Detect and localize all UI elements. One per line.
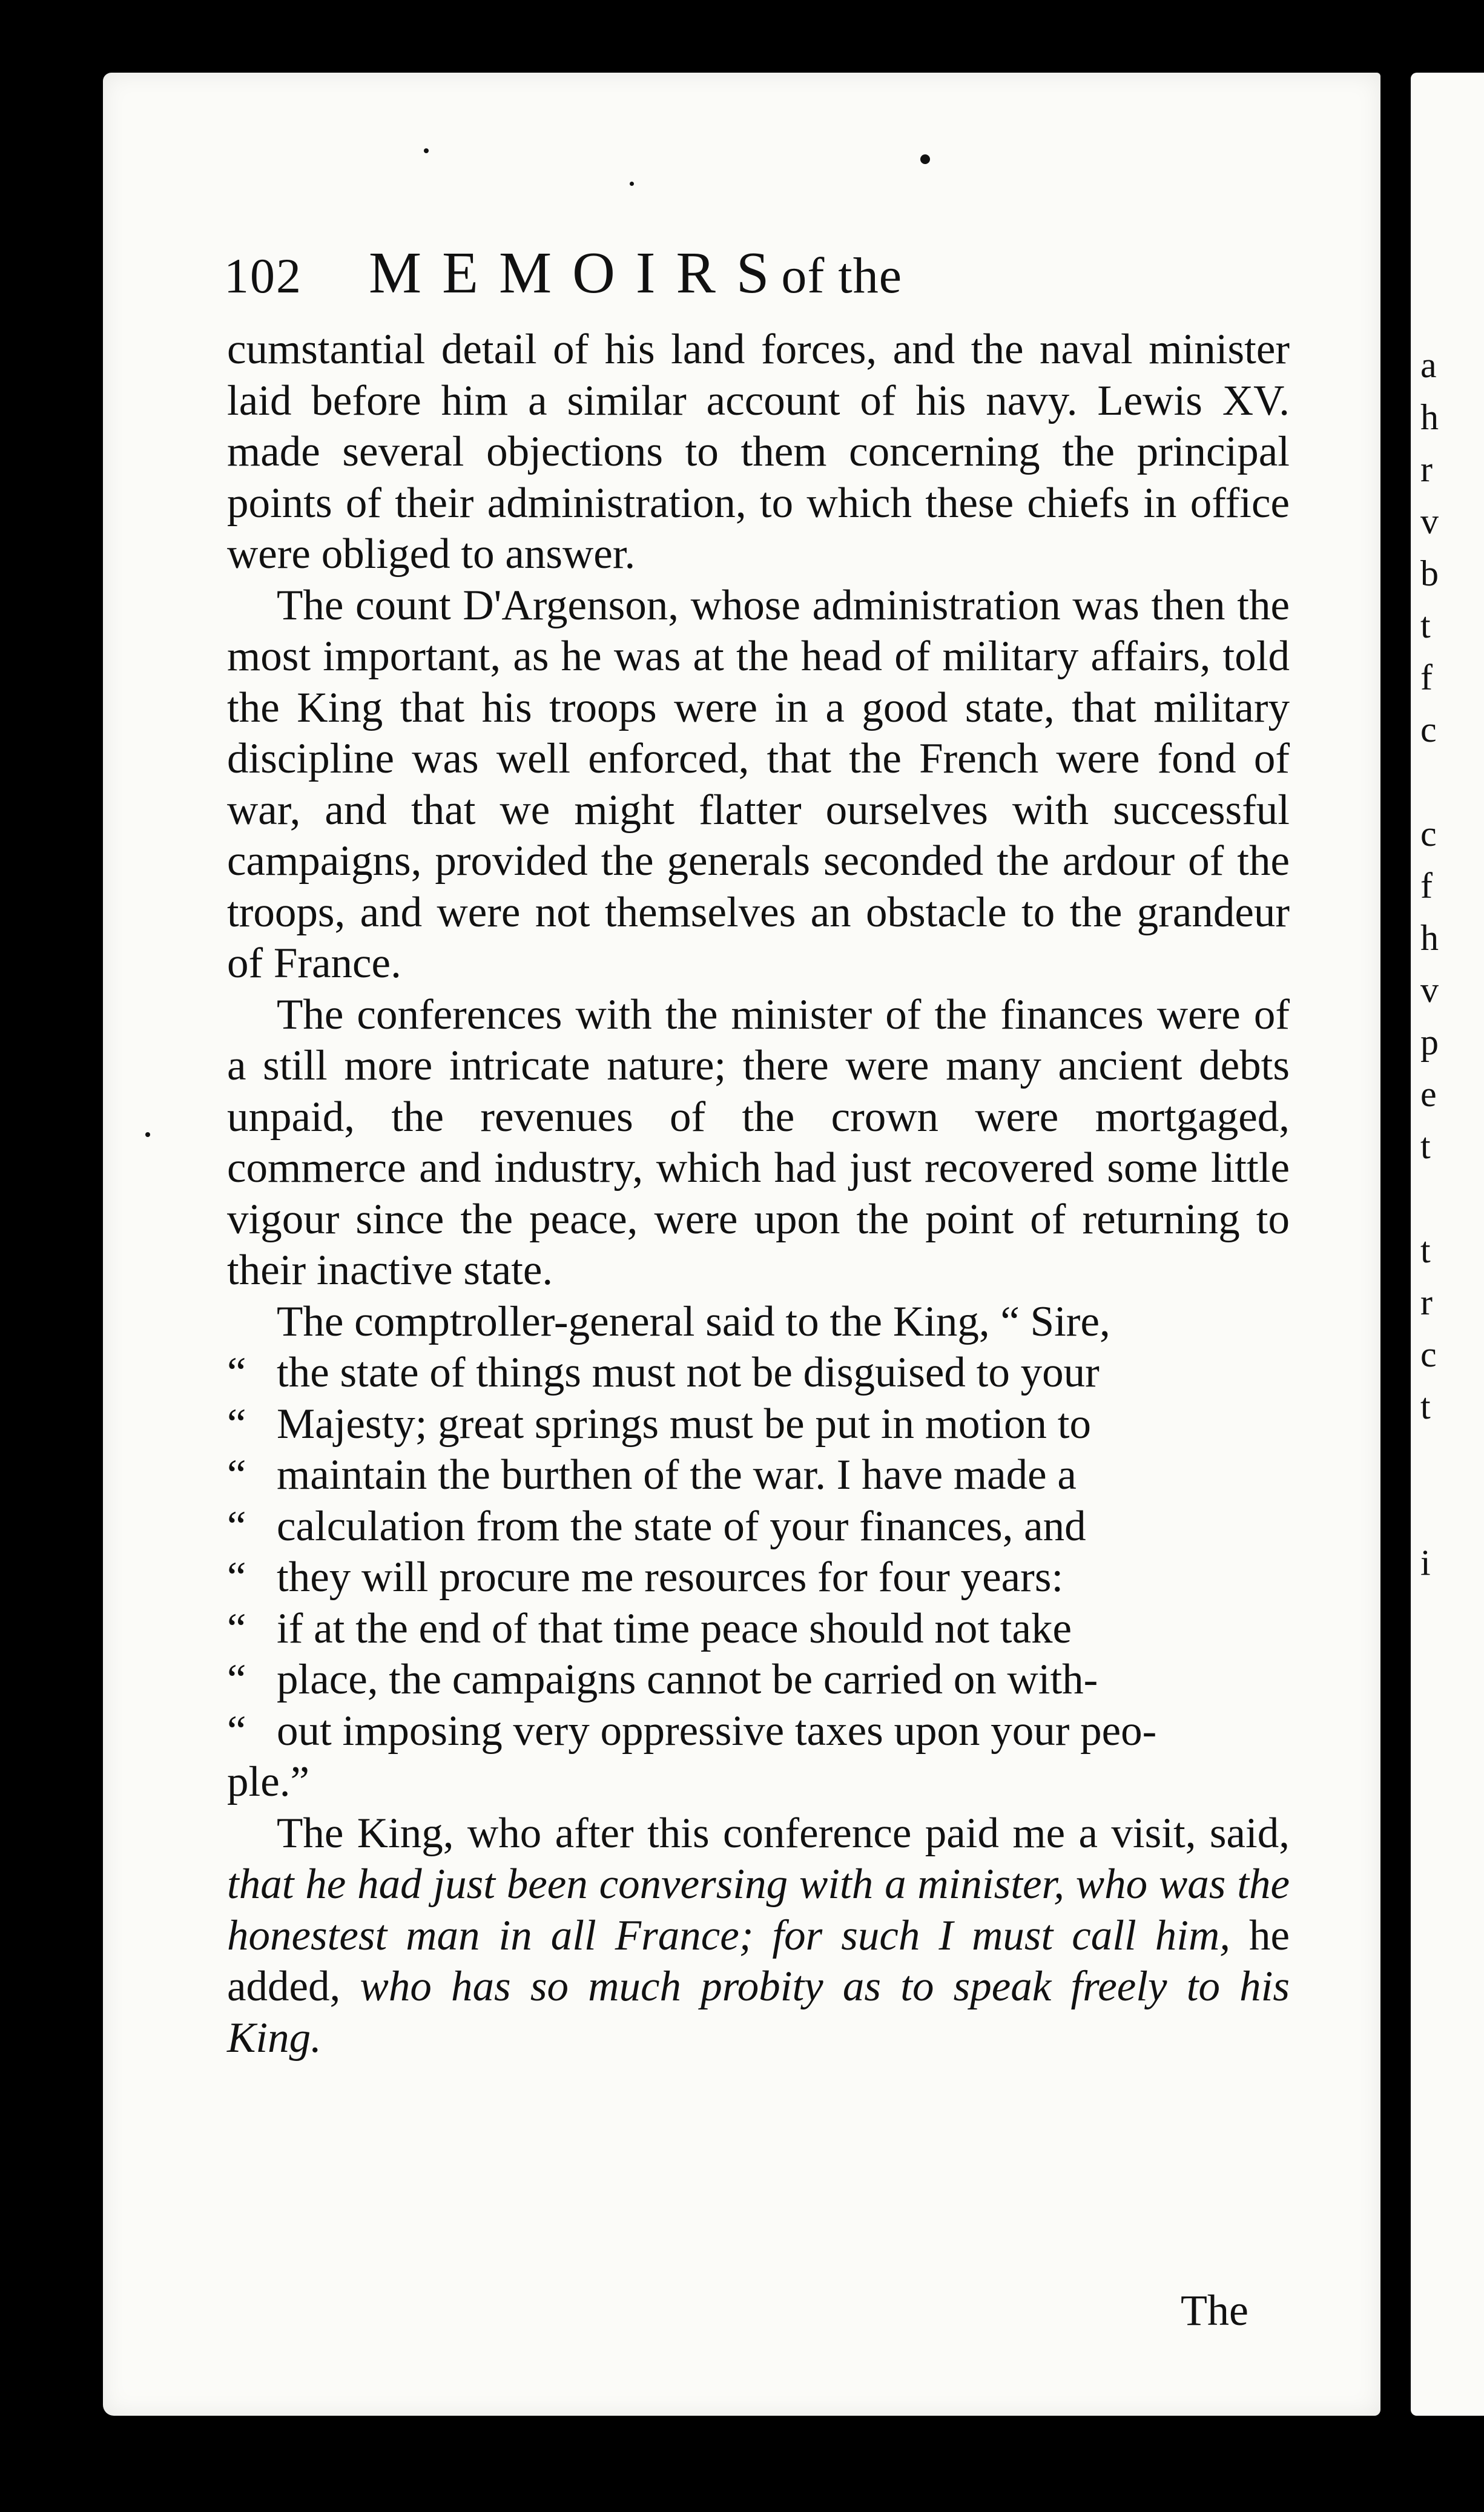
adjacent-page-letter: t (1420, 605, 1431, 645)
catchword: The (1181, 2286, 1248, 2335)
running-head (224, 239, 1302, 312)
quote-line (227, 1603, 1290, 1655)
paragraph-5-mid: he added, (227, 1911, 1290, 2010)
adjacent-page-letter: p (1420, 1022, 1439, 1062)
quote-mark: “ (227, 1349, 246, 1396)
quote-line (227, 1501, 1290, 1552)
quote-line-7: place, the campaigns cannot be carried on with- (277, 1656, 1098, 1703)
paragraph-4-intro (227, 1296, 1290, 1348)
adjacent-page-letter (1420, 1745, 1481, 1797)
adjacent-page-letter (1420, 1589, 1481, 1641)
adjacent-page-letter: c (1420, 1334, 1437, 1374)
quote-line (227, 1449, 1290, 1501)
paragraph-5 (227, 1808, 1290, 2064)
adjacent-page-letter: r (1420, 449, 1433, 489)
adjacent-page-letter: c (1420, 814, 1437, 854)
quote-line-1: the state of things must not be disguised to your (277, 1349, 1100, 1396)
adjacent-page-letter: f (1420, 658, 1433, 697)
adjacent-page-letter: a (1420, 345, 1437, 385)
adjacent-page-letter: t (1420, 1386, 1431, 1426)
body-text (227, 324, 1290, 2063)
adjacent-page-letter (1420, 1485, 1481, 1537)
quote-line (227, 1654, 1290, 1706)
adjacent-page-letter (1420, 1693, 1481, 1745)
paragraph-5-italic-2: who has so much probity as to speak freely to his King. (227, 1963, 1290, 2062)
ink-speck (630, 182, 634, 186)
quote-line (227, 1706, 1290, 1757)
quote-mark: “ (227, 1656, 246, 1703)
paragraph-1: cumstantial detail of his land forces, and the naval minister laid before him a similar account of his navy. Lewis XV. made several objections to them concerning the principal points of their administration, to which these chiefs in office were obliged to answer. (227, 326, 1290, 578)
quote-mark: “ (227, 1502, 246, 1550)
quote-line-8: out imposing very oppressive taxes upon your peo- (277, 1707, 1157, 1755)
paragraph-4-lead: The comptroller-general said to the King, (277, 1297, 990, 1345)
quote-line-6: if at the end of that time peace should not take (277, 1604, 1072, 1652)
adjacent-page-letter: t (1420, 1230, 1431, 1270)
adjacent-page-letter: v (1420, 501, 1439, 541)
running-title-suffix: of the (781, 248, 903, 304)
adjacent-page-letter: t (1420, 1126, 1431, 1166)
adjacent-page-letter: r (1420, 1282, 1433, 1322)
adjacent-page-letter: b (1420, 553, 1439, 593)
ink-speck (145, 1132, 150, 1137)
quote-line-2: Majesty; great springs must be put in motion to (277, 1400, 1091, 1448)
adjacent-page-letter (1420, 1172, 1481, 1224)
quote-line-3: maintain the burthen of the war. I have made a (277, 1451, 1077, 1498)
ink-speck (424, 148, 429, 153)
paragraph-3: The conferences with the minister of the finances were of a still more intricate nature; there were many ancient debts unpaid, the revenues of the crown were mortgaged, commerce and industry, which had just recovered some little vigour since the peace, were upon the point of returning to their inactive state. (227, 991, 1290, 1294)
paragraph-4-end: ple.” (227, 1758, 310, 1805)
adjacent-page-letter: h (1420, 918, 1439, 958)
quote-line (227, 1552, 1290, 1603)
quote-mark: “ (227, 1554, 246, 1601)
adjacent-page-letter (1420, 1641, 1481, 1693)
adjacent-page-letter: c (1420, 710, 1437, 750)
adjacent-page-letter (1420, 756, 1481, 808)
quote-line-4: calculation from the state of your finances, and (277, 1502, 1086, 1550)
adjacent-page-letter: e (1420, 1074, 1437, 1114)
paragraph-2: The count D'Argenson, whose administration was then the most important, as he was at the head of military affairs, told the King that his troops were in a good state, that military discipline was well enforced, that the French were fond of war, and that we might flatter ourselves with successful campaigns, provided the generals seconded the ardour of the troops, and were not themselves an obstacle to the grandeur of France. (227, 581, 1290, 987)
adjacent-page-letter: h (1420, 397, 1439, 437)
running-title: MEMOIRS (369, 240, 790, 306)
paragraph-5-italic-1: that he had just been conversing with a minister, who was the honestest man in all France; for such I must call him, (227, 1861, 1290, 1959)
quote-mark: “ (227, 1604, 246, 1652)
ink-speck (920, 154, 930, 164)
quote-mark: “ (227, 1451, 246, 1498)
adjacent-page-letter: f (1420, 866, 1433, 906)
quote-line (227, 1399, 1290, 1450)
quote-line (227, 1347, 1290, 1399)
adjacent-page-letter: i (1420, 1543, 1431, 1583)
adjacent-page-letter: v (1420, 970, 1439, 1010)
adjacent-page-letters (1420, 339, 1481, 1797)
quote-mark: “ (227, 1400, 246, 1448)
quote-line-5: they will procure me resources for four years: (277, 1554, 1064, 1601)
quote-line-0: “ Sire, (1000, 1297, 1110, 1345)
quote-mark: “ (227, 1707, 246, 1755)
paragraph-5-start: The King, who after this conference paid me a visit, said, (277, 1809, 1290, 1857)
page-number: 102 (224, 248, 302, 303)
adjacent-page-letter (1420, 1432, 1481, 1485)
adjacent-page-edge (1411, 73, 1484, 2416)
